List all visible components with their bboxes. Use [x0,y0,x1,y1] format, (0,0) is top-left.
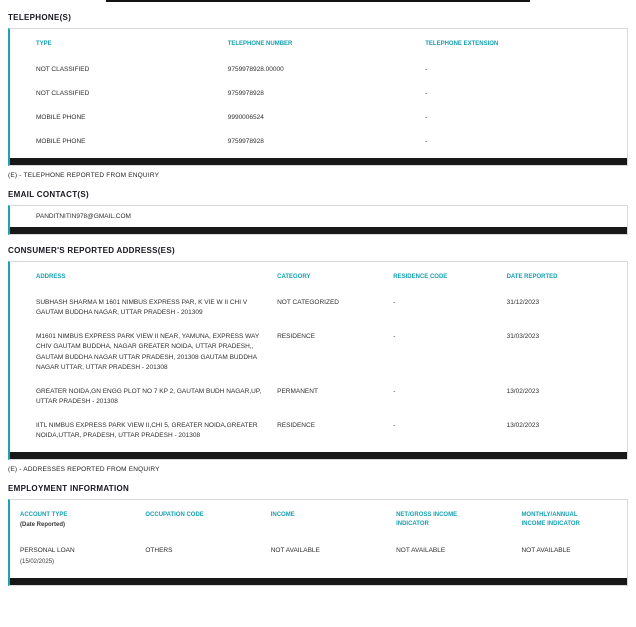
employment-table-header [20,504,617,539]
table-cell: RESIDENCE [277,333,316,341]
table-bottom-bar [10,452,627,459]
table-cell: 9990006524 [227,114,264,122]
table-cell: NOT CLASSIFIED [36,90,90,98]
addresses-note: (E) - ADDRESSES REPORTED FROM ENQUIRY [8,465,160,473]
telephones-section-title: TELEPHONE(S) [8,13,72,22]
table-cell: 13/02/2023 [506,387,540,395]
table-cell: - [425,114,428,122]
table-row [36,380,617,414]
table-cell: - [393,299,396,307]
table-cell: M1601 NIMBUS EXPRESS PARK VIEW II NEAR, YAMUNA, EXPRESS WAY CHIV GAUTAM BUDDHA, NAGAR GREATER NOIDA, UTTAR PRADESH,, GAUTAM BUDDHA NAGAR UTTAR PRADESH, 201308 GAUTAM BUDDHA NAGAR UTTAR, UTTAR PRADESH - 201308 [36,333,260,371]
table-bottom-bar [10,578,627,585]
table-bottom-bar [10,158,627,165]
employment-section-title: EMPLOYMENT INFORMATION [8,483,130,493]
column-header: INCOME [270,511,295,518]
table-row [20,539,617,574]
table-cell: 9759978928 [227,90,264,98]
column-header: ACCOUNT TYPE (Date Reported) [20,511,145,530]
table-row [36,130,617,154]
table-cell: NOT AVAILABLE [270,546,320,554]
table-cell: 13/02/2023 [506,421,540,429]
column-header: DATE REPORTED [506,274,558,281]
table-row [36,58,617,82]
employment-table [8,499,628,586]
table-cell: RESIDENCE [277,421,316,429]
table-cell: MOBILE PHONE [36,138,86,146]
table-cell: - [425,66,428,73]
addresses-section-title: CONSUMER'S REPORTED ADDRESS(ES) [8,246,175,256]
table-row [36,291,617,325]
table-cell: GREATER NOIDA,GN ENGG PLOT NO 7 KP 2, GAUTAM BUDH NAGAR,UP, UTTAR PRADESH - 201308 [36,387,262,405]
email-address: PANDITNITIN978@GMAIL.COM [36,213,131,221]
table-cell: IITL NIMBUS EXPRESS PARK VIEW II,CHI 5, GREATER NOIDA,GREATER NOIDA,UTTAR, PRADESH, UTTAR PRADESH - 201308 [36,421,258,439]
table-cell: 31/12/2023 [506,299,540,307]
column-header: CATEGORY [277,274,311,281]
table-cell: 9759978928 [227,138,264,146]
email-box [8,205,628,235]
column-header: MONTHLY/ANNUAL INCOME INDICATOR [521,511,580,527]
table-cell: NOT AVAILABLE [521,546,571,554]
table-cell: 31/03/2023 [506,333,540,341]
table-cell: PERMANENT [277,387,318,395]
column-header: RESIDENCE CODE [393,274,448,281]
column-header: OCCUPATION CODE [145,511,204,518]
table-cell: OTHERS [145,546,173,554]
table-cell: - [393,387,396,395]
table-bottom-bar [10,227,627,234]
table-cell: - [425,90,428,98]
table-cell: - [425,138,428,146]
telephones-table-header [36,33,617,58]
table-cell: SUBHASH SHARMA M 1601 NIMBUS EXPRESS PAR, K VIE W II CHI V GAUTAM BUDDHA NAGAR, UTTAR PRADESH - 201309 [36,299,248,317]
column-header: NET/GROSS INCOME INDICATOR [396,511,458,527]
table-cell: NOT AVAILABLE [396,546,446,554]
table-row [36,106,617,130]
telephones-table-body [36,58,617,154]
table-cell: PERSONAL LOAN (15/02/2025) [20,546,145,567]
column-header: TYPE [36,41,52,47]
table-row [36,414,617,448]
top-partial-bar [106,0,530,2]
table-cell: 9759978928.00000 [227,66,284,73]
table-cell: NOT CLASSIFIED [36,66,90,73]
telephones-note: (E) - TELEPHONE REPORTED FROM ENQUIRY [8,172,160,180]
addresses-table-header [36,266,617,291]
column-header: ADDRESS [36,274,66,281]
table-cell: NOT CATEGORIZED [277,299,339,307]
table-cell: - [393,333,396,341]
addresses-table [8,261,628,460]
table-cell: MOBILE PHONE [36,114,86,122]
table-cell: - [393,421,396,429]
telephones-table [8,28,628,166]
column-header-sub: (Date Reported) [20,521,66,528]
table-row [36,82,617,106]
table-cell-sub: (15/02/2025) [20,558,55,565]
table-row [36,325,617,379]
report-page [0,13,636,586]
email-section-title: EMAIL CONTACT(S) [8,190,89,200]
addresses-table-body [36,291,617,448]
column-header: TELEPHONE EXTENSION [425,41,499,47]
column-header: TELEPHONE NUMBER [227,41,293,47]
employment-table-body [20,539,617,574]
